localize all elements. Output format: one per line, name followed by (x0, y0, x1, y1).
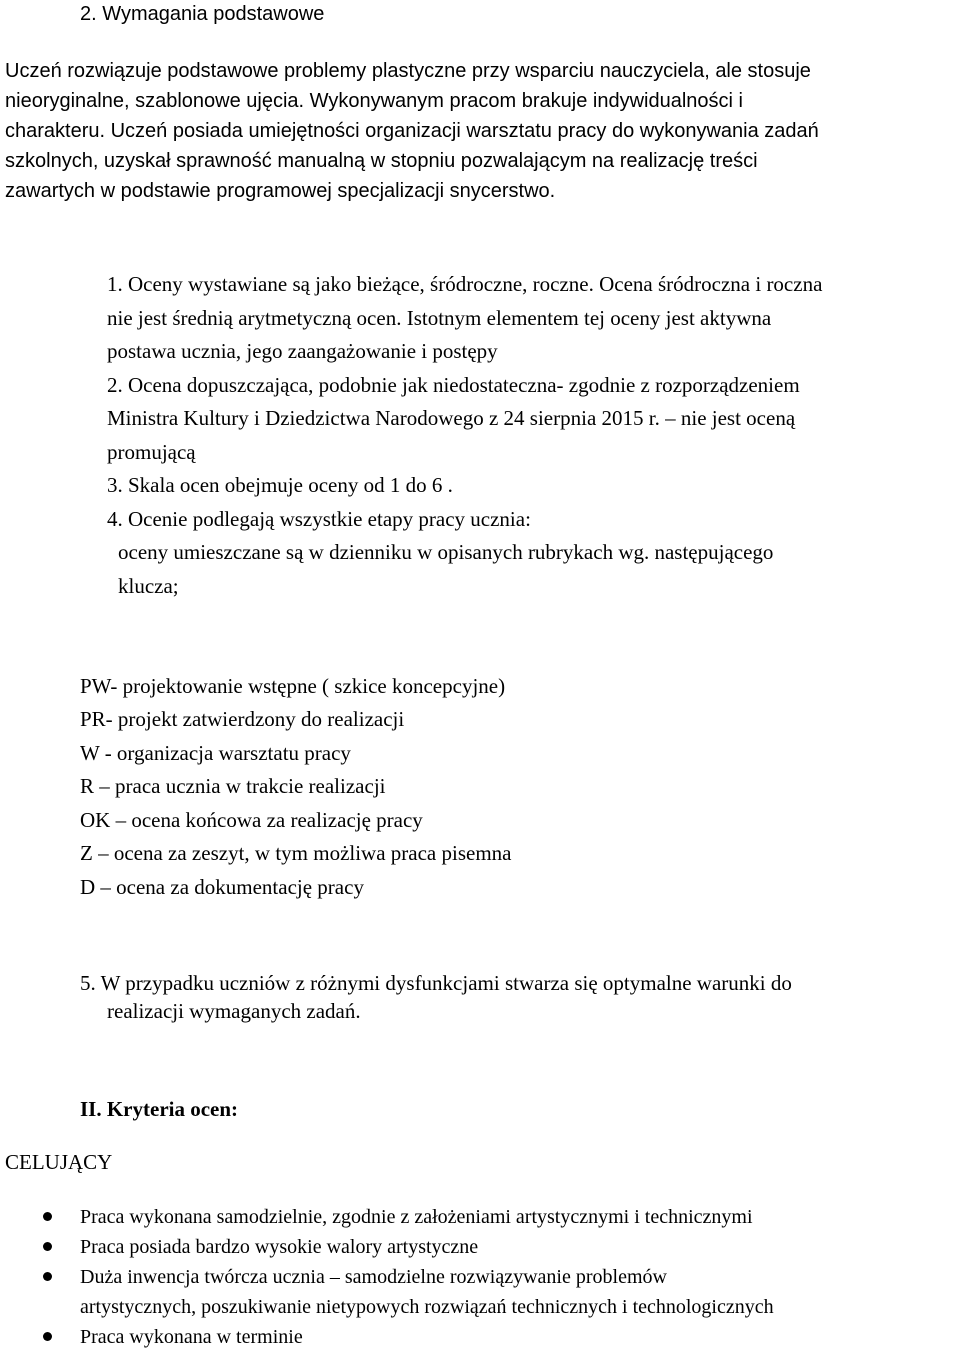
rule-3-line: 3. Skala ocen obejmuje oceny od 1 do 6 . (107, 473, 453, 497)
intro-line: charakteru. Uczeń posiada umiejętności organizacji warsztatu pracy do wykonywania zadań (5, 120, 819, 142)
intro-line: nieoryginalne, szablonowe ujęcia. Wykonywanym pracom brakuje indywidualności i (5, 90, 743, 112)
rule-1-line: 1. Oceny wystawiane są jako bieżące, śródroczne, roczne. Ocena śródroczna i roczna (107, 272, 823, 296)
rule-4-line: klucza; (118, 574, 179, 598)
intro-line: Uczeń rozwiązuje podstawowe problemy plastyczne przy wsparciu nauczyciela, ale stosuje (5, 60, 811, 82)
section-heading: 2. Wymagania podstawowe (80, 3, 325, 25)
key-item: Z – ocena za zeszyt, w tym możliwa praca pisemna (80, 841, 512, 865)
bullet-icon (43, 1242, 52, 1251)
rule-1-line: nie jest średnią arytmetyczną ocen. Istotnym elementem tej oceny jest aktywna (107, 306, 772, 330)
bullet-icon (43, 1332, 52, 1341)
bullet-item: Praca posiada bardzo wysokie walory artystyczne (80, 1236, 479, 1258)
key-item: W - organizacja warsztatu pracy (80, 741, 351, 765)
rule-5-line: realizacji wymaganych zadań. (107, 999, 361, 1023)
intro-line: szkolnych, uzyskał sprawność manualną w stopniu pozwalającym na realizację treści (5, 150, 758, 172)
bullet-item-continuation: artystycznych, poszukiwanie nietypowych rozwiązań technicznych i technologicznych (80, 1296, 774, 1318)
key-item: D – ocena za dokumentację pracy (80, 875, 364, 899)
bullet-item: Duża inwencja twórcza ucznia – samodzielne rozwiązywanie problemów (80, 1266, 667, 1288)
key-item: OK – ocena końcowa za realizację pracy (80, 808, 423, 832)
criteria-heading: II. Kryteria ocen: (80, 1097, 239, 1121)
grade-label: CELUJĄCY (5, 1150, 113, 1174)
bullet-icon (43, 1272, 52, 1281)
intro-line: zawartych w podstawie programowej specjalizacji snycerstwo. (5, 180, 556, 202)
key-item: PW- projektowanie wstępne ( szkice koncepcyjne) (80, 674, 506, 698)
key-item: PR- projekt zatwierdzony do realizacji (80, 707, 405, 731)
bullet-item: Praca wykonana samodzielnie, zgodnie z założeniami artystycznymi i technicznymi (80, 1206, 753, 1228)
rule-2-line: Ministra Kultury i Dziedzictwa Narodowego z 24 sierpnia 2015 r. – nie jest oceną (107, 406, 796, 430)
rule-2-line: 2. Ocena dopuszczająca, podobnie jak niedostateczna- zgodnie z rozporządzeniem (107, 373, 800, 397)
bullet-icon (43, 1212, 52, 1221)
key-item: R – praca ucznia w trakcie realizacji (80, 774, 386, 798)
bullet-item: Praca wykonana w terminie (80, 1326, 303, 1348)
rule-4-line: oceny umieszczane są w dzienniku w opisanych rubrykach wg. następującego (118, 540, 774, 564)
rule-1-line: postawa ucznia, jego zaangażowanie i postępy (107, 339, 498, 363)
rule-5-line: 5. W przypadku uczniów z różnymi dysfunkcjami stwarza się optymalne warunki do (80, 971, 792, 995)
rule-4-line: 4. Ocenie podlegają wszystkie etapy pracy ucznia: (107, 507, 531, 531)
rule-2-line: promującą (107, 440, 196, 464)
